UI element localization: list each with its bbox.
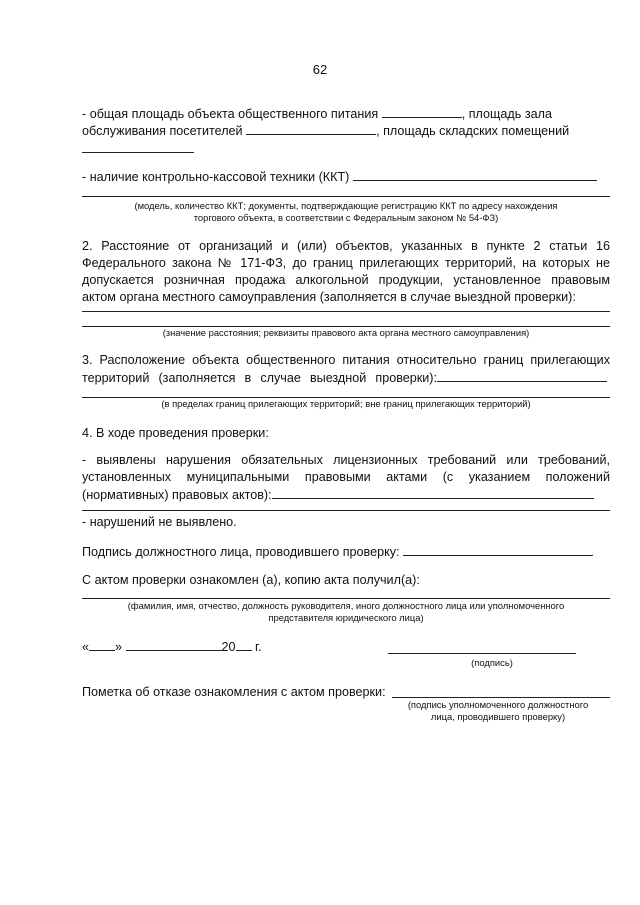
date-year-field[interactable] bbox=[236, 638, 252, 651]
visitors-area-label: обслуживания посетителей bbox=[82, 124, 243, 138]
location-label: территорий (заполняется в случае выездной проверки): bbox=[82, 371, 437, 385]
distance-line-2: Федерального закона № 171-ФЗ, до границ прилегающих территорий, на которых не bbox=[82, 256, 610, 270]
violations-label: (нормативных) правовых актов): bbox=[82, 488, 272, 502]
location-line-1: 3. Расположение объекта общественного питания относительно границ прилегающих bbox=[82, 353, 610, 367]
kkt-field[interactable] bbox=[353, 168, 597, 181]
kkt-field-line-2[interactable] bbox=[82, 196, 610, 197]
location-field[interactable] bbox=[437, 369, 607, 382]
area-label: - общая площадь объекта общественного питания bbox=[82, 107, 379, 121]
distance-line-4: актом органа местного самоуправления (заполняется в случае выездной проверки): bbox=[82, 290, 576, 304]
acknowledgement-label: С актом проверки ознакомлен (а), копию акта получил(а): bbox=[82, 573, 420, 587]
no-violations: - нарушений не выявлено. bbox=[82, 515, 237, 529]
acknowledgement-field[interactable] bbox=[82, 598, 610, 599]
date-year-suffix: г. bbox=[251, 640, 262, 654]
violations-line-2: установленных муниципальными правовыми актами (с указанием положений bbox=[82, 470, 610, 484]
refusal-label: Пометка об отказе ознакомления с актом проверки: bbox=[82, 685, 386, 699]
date-year-prefix: 20 bbox=[221, 640, 236, 654]
storage-area-field[interactable] bbox=[82, 152, 194, 153]
distance-note: (значение расстояния; реквизиты правового акта органа местного самоуправления) bbox=[162, 327, 530, 338]
refusal-field[interactable] bbox=[392, 697, 610, 698]
page-number: 62 bbox=[312, 62, 328, 77]
kkt-label: - наличие контрольно-кассовой техники (ККТ) bbox=[82, 170, 350, 184]
inspection-title: 4. В ходе проведения проверки: bbox=[82, 426, 269, 440]
location-line-2 bbox=[82, 369, 610, 387]
date-quote-close: » bbox=[115, 640, 123, 654]
location-note: (в пределах границ прилегающих территорий; вне границ прилегающих территорий) bbox=[161, 398, 531, 409]
hall-area-label: , площадь зала bbox=[461, 107, 552, 121]
hall-area-field[interactable] bbox=[246, 122, 376, 135]
kkt-line bbox=[82, 168, 610, 186]
inspector-signature-label: Подпись должностного лица, проводившего проверку: bbox=[82, 545, 400, 559]
area-field[interactable] bbox=[382, 105, 462, 118]
inspector-signature-line bbox=[82, 543, 610, 561]
area-line-1 bbox=[82, 105, 610, 123]
date-day-field[interactable] bbox=[89, 638, 115, 651]
acknowledgement-note: (фамилия, имя, отчество, должность руководителя, иного должностного лица или уполномоченного представителя юридического лица) bbox=[127, 600, 565, 623]
violations-field-2[interactable] bbox=[82, 510, 610, 511]
violations-line-1: - выявлены нарушения обязательных лицензионных требований или требований, bbox=[82, 453, 610, 467]
storage-area-label: , площадь складских помещений bbox=[376, 124, 570, 138]
signature-note: (подпись) bbox=[471, 657, 513, 668]
inspector-signature-field[interactable] bbox=[403, 543, 593, 556]
area-line-2 bbox=[82, 122, 610, 140]
distance-field-1[interactable] bbox=[82, 311, 610, 312]
violations-line-3 bbox=[82, 486, 610, 504]
date-quote-open: « bbox=[82, 640, 90, 654]
signature-field[interactable] bbox=[388, 653, 576, 654]
kkt-note: (модель, количество ККТ; документы, подтверждающие регистрацию ККТ по адресу нахождения торгового объекта, в соответствии с Федеральным законом № 54-ФЗ) bbox=[134, 200, 558, 223]
violations-field[interactable] bbox=[272, 486, 594, 499]
date-month-field[interactable] bbox=[126, 638, 222, 651]
distance-line-1: 2. Расстояние от организаций и (или) объектов, указанных в пункте 2 статьи 16 bbox=[82, 239, 610, 253]
refusal-note: (подпись уполномоченного должностного лица, проводившего проверку) bbox=[407, 699, 589, 722]
date-line bbox=[82, 638, 322, 656]
distance-line-3: допускается розничная продажа алкогольной продукции, установленное правовым bbox=[82, 273, 610, 287]
